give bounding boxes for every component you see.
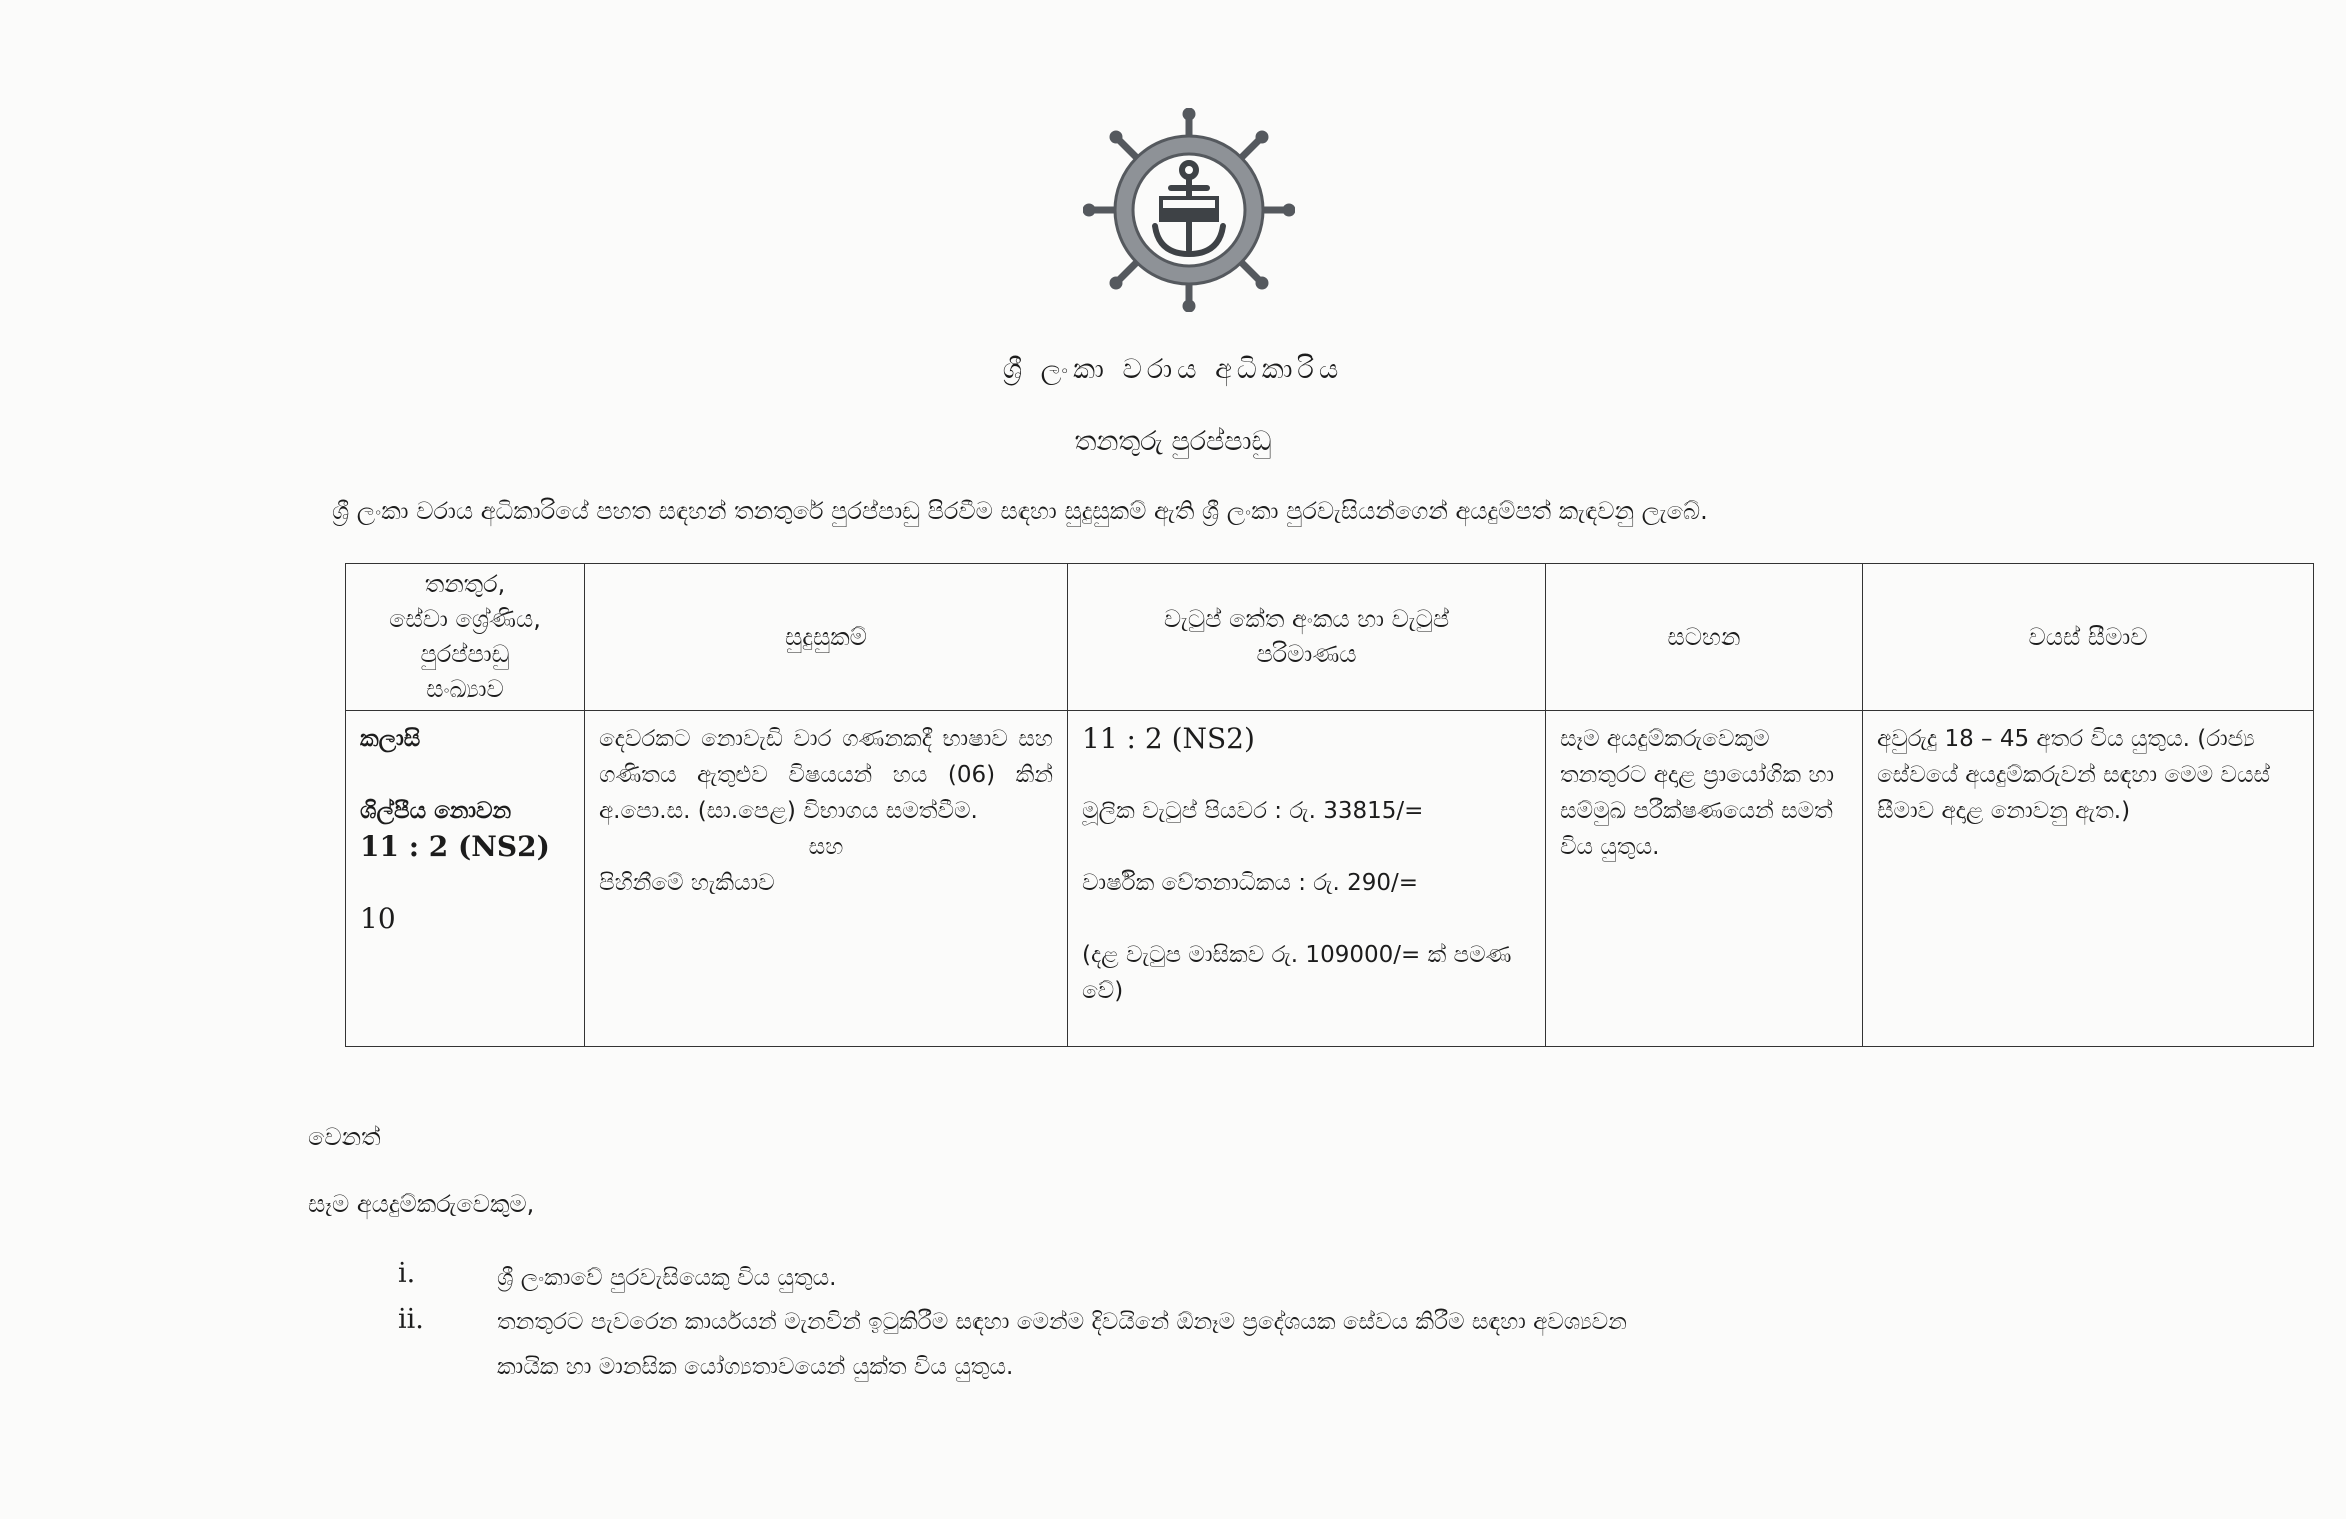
table-header-row	[346, 564, 2314, 711]
post-name: කලාසි	[360, 726, 421, 752]
qualification-main: දෙවරකට නොවැඩි වාර ගණනකදී භාෂාව සහ ගණිතය ඇතුළුව විෂයයන් හය (06) කින් අ.පො.ස. (සා.පෙළ) විභාගය සමත්වීම.	[599, 726, 1053, 824]
cell-post	[346, 711, 585, 1047]
qualification-conjunction: සහ	[808, 834, 844, 860]
post-code: 11 : 2 (NS2)	[360, 830, 550, 863]
header-post: තනතුර, සේවා ශ්‍රේණිය, පුරප්පාඩු සංඛ්‍යාව	[346, 564, 585, 711]
requirement-marker-2: ii.	[398, 1304, 424, 1335]
intro-paragraph: ශ්‍රී ලංකා වරාය අධිකාරියේ පහත සඳහන් තනතුරේ පුරප්පාඩු පිරවීම සඳහා සුදුසුකම් ඇති ශ්‍රී ලංකා පුරවැසියන්ගෙන් අයදුම්පත් කැඳවනු ලැබේ.	[332, 497, 1708, 525]
qualification-extra: පිහිනීමේ හැකියාව	[599, 870, 775, 896]
salary-increment: වාර්ෂික වේතනාධිකය : රු. 290/=	[1082, 870, 1419, 896]
header-qualifications: සුදුසුකම්	[585, 564, 1068, 711]
header-age-limit: වයස් සීමාව	[1863, 564, 2314, 711]
salary-code: 11 : 2 (NS2)	[1082, 722, 1255, 755]
vacancy-table	[345, 563, 2314, 1047]
page-title: ශ්‍රී ලංකා වරාය අධිකාරිය	[1002, 354, 1344, 385]
post-grade: ශිල්පීය නොවන	[360, 798, 512, 824]
section-every-applicant-label: සෑම අයදුම්කරුවෙකුම,	[308, 1190, 535, 1218]
note-text: සෑම අයදුම්කරුවෙකුම තනතුරට අදාළ ප්‍රායෝගික හා සම්මුඛ පරීක්ෂණයෙන් සමත් විය යුතුය.	[1560, 726, 1835, 860]
page-subtitle: තනතුරු පුරප්පාඩු	[1074, 426, 1272, 457]
section-other-label: වෙනත්	[308, 1123, 381, 1151]
ship-wheel-anchor-icon	[1083, 108, 1295, 312]
salary-gross: (දළ වැටුප මාසිකව රු. 109000/= ක් පමණ වේ)	[1082, 942, 1512, 1004]
header-salary: වැටුප් කේත අංකය හා වැටුප් පරිමාණය	[1068, 564, 1546, 711]
table-row	[346, 711, 2314, 1047]
requirement-text-1: ශ්‍රී ලංකාවේ පුරවැසියෙකු විය යුතුය.	[497, 1265, 837, 1291]
header-note: සටහන	[1546, 564, 1863, 711]
age-limit-text: අවුරුදු 18 – 45 අතර විය යුතුය. (රාජ්‍ය සේවයේ අයදුම්කරුවන් සඳහා මෙම වයස් සීමාව අදාළ නොවනු ඇත.)	[1877, 726, 2271, 824]
cell-note	[1546, 711, 1863, 1047]
authority-logo	[1083, 108, 1295, 312]
cell-age-limit	[1863, 711, 2314, 1047]
requirement-text-2: තනතුරට පැවරෙන කාර්යයන් මැනවින් ඉටුකිරීම සඳහා මෙන්ම දිවයිනේ ඕනෑම ප්‍රදේශයක සේවය කිරීම සඳහා අවශ්‍යවන කායික හා මානසික යෝග්‍යතාවයෙන් යුක්ත විය යුතුය.	[497, 1309, 1627, 1380]
salary-initial: මූලික වැටුප් පියවර : රු. 33815/=	[1082, 798, 1424, 824]
vacancy-count: 10	[360, 902, 396, 935]
cell-qualifications	[585, 711, 1068, 1047]
cell-salary	[1068, 711, 1546, 1047]
requirement-marker-1: i.	[398, 1258, 416, 1289]
